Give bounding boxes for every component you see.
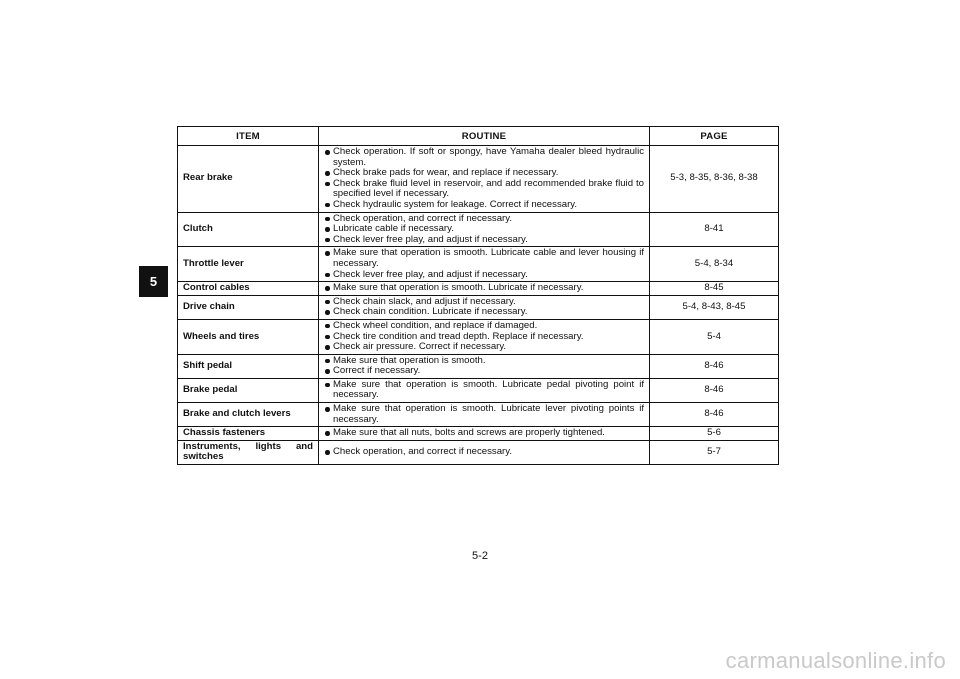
routine-check-item: Check tire condition and tread depth. Replace if necessary. (324, 332, 644, 343)
routine-check-list (324, 321, 644, 353)
routine-check-item: Check lever free play, and adjust if necessary. (324, 235, 644, 246)
page-ref-cell: 5-6 (650, 427, 779, 441)
pre-operation-checklist-table (177, 126, 779, 465)
item-cell: Chassis fasteners (178, 427, 319, 441)
page-ref-cell: 8-41 (650, 212, 779, 247)
item-cell: Brake and clutch levers (178, 403, 319, 427)
routine-cell (319, 295, 650, 319)
item-cell: Wheels and tires (178, 319, 319, 354)
routine-cell (319, 427, 650, 441)
page-ref-cell: 5-4, 8-43, 8-45 (650, 295, 779, 319)
item-cell: Shift pedal (178, 354, 319, 378)
routine-cell (319, 354, 650, 378)
routine-check-item: Check chain condition. Lubricate if necessary. (324, 307, 644, 318)
page-ref-cell: 8-45 (650, 282, 779, 296)
item-cell: Rear brake (178, 146, 319, 213)
routine-check-list (324, 147, 644, 211)
routine-check-item: Check brake pads for wear, and replace if necessary. (324, 168, 644, 179)
item-cell: Throttle lever (178, 247, 319, 282)
page-ref-cell: 5-7 (650, 440, 779, 464)
page-ref-cell: 8-46 (650, 403, 779, 427)
table-row (178, 319, 779, 354)
routine-check-item: Check hydraulic system for leakage. Correct if necessary. (324, 200, 644, 211)
table-row (178, 427, 779, 441)
routine-check-item: Correct if necessary. (324, 366, 644, 377)
item-cell: Instruments, lights and switches (178, 440, 319, 464)
routine-check-item: Lubricate cable if necessary. (324, 224, 644, 235)
watermark: carmanualsonline.info (725, 648, 946, 673)
routine-check-item: Make sure that operation is smooth. Lubricate lever pivoting points if necessary. (324, 404, 644, 425)
header-routine: ROUTINE (319, 127, 650, 146)
table-row (178, 146, 779, 213)
item-cell: Drive chain (178, 295, 319, 319)
item-cell: Control cables (178, 282, 319, 296)
table-row (178, 440, 779, 464)
routine-check-item: Make sure that operation is smooth. Lubricate pedal pivoting point if necessary. (324, 380, 644, 401)
routine-check-item: Make sure that operation is smooth. (324, 356, 644, 367)
routine-check-item: Check operation, and correct if necessary. (324, 214, 644, 225)
table-row (178, 378, 779, 402)
routine-check-item: Check chain slack, and adjust if necessary. (324, 297, 644, 308)
routine-cell (319, 440, 650, 464)
table-row (178, 212, 779, 247)
routine-cell (319, 146, 650, 213)
routine-cell (319, 403, 650, 427)
routine-check-list (324, 248, 644, 280)
table-row (178, 247, 779, 282)
table-row (178, 403, 779, 427)
routine-check-item: Check air pressure. Correct if necessary. (324, 342, 644, 353)
routine-cell (319, 378, 650, 402)
routine-cell (319, 212, 650, 247)
routine-check-item: Make sure that operation is smooth. Lubricate cable and lever housing if necessary. (324, 248, 644, 269)
table-header-row (178, 127, 779, 146)
header-item: ITEM (178, 127, 319, 146)
item-cell: Clutch (178, 212, 319, 247)
header-page: PAGE (650, 127, 779, 146)
routine-check-list (324, 356, 644, 377)
item-cell: Brake pedal (178, 378, 319, 402)
routine-check-list (324, 428, 644, 439)
page-ref-cell: 5-4 (650, 319, 779, 354)
chapter-tab: 5 (139, 266, 168, 297)
routine-check-list (324, 297, 644, 318)
routine-check-item: Make sure that all nuts, bolts and screws are properly tightened. (324, 428, 644, 439)
routine-check-item: Check operation, and correct if necessary. (324, 447, 644, 458)
routine-check-item: Check wheel condition, and replace if damaged. (324, 321, 644, 332)
routine-check-item: Check lever free play, and adjust if necessary. (324, 270, 644, 281)
page-ref-cell: 5-4, 8-34 (650, 247, 779, 282)
table-row (178, 282, 779, 296)
page-number: 5-2 (472, 550, 488, 562)
routine-cell (319, 282, 650, 296)
page-ref-cell: 8-46 (650, 378, 779, 402)
routine-check-list (324, 283, 644, 294)
page-ref-cell: 8-46 (650, 354, 779, 378)
routine-cell (319, 319, 650, 354)
routine-check-item: Make sure that operation is smooth. Lubricate if necessary. (324, 283, 644, 294)
routine-cell (319, 247, 650, 282)
table-row (178, 295, 779, 319)
routine-check-list (324, 214, 644, 246)
table-row (178, 354, 779, 378)
routine-check-list (324, 447, 644, 458)
routine-check-list (324, 380, 644, 401)
page-ref-cell: 5-3, 8-35, 8-36, 8-38 (650, 146, 779, 213)
routine-check-item: Check operation. If soft or spongy, have Yamaha dealer bleed hydraulic system. (324, 147, 644, 168)
routine-check-item: Check brake fluid level in reservoir, and add recommended brake fluid to specified level if necessary. (324, 179, 644, 200)
routine-check-list (324, 404, 644, 425)
